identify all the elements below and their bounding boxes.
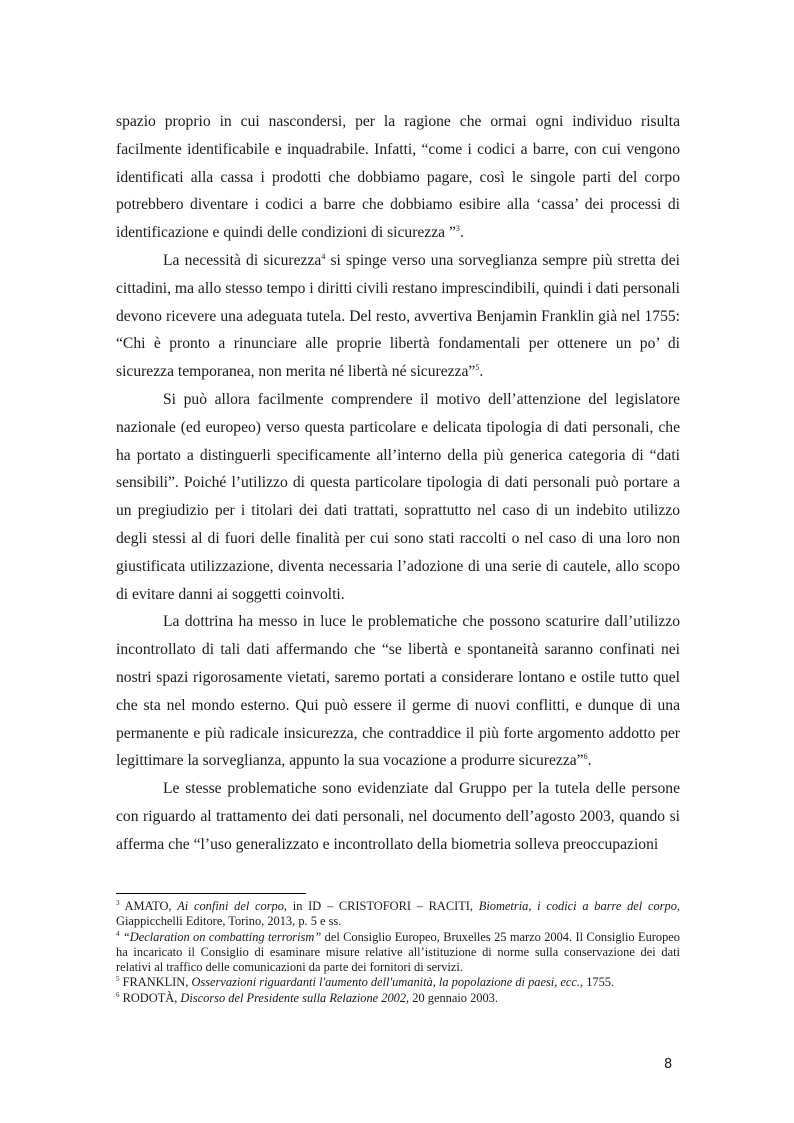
paragraph-2 [116, 247, 680, 386]
footnote-number: 5 [116, 975, 120, 984]
body-text [116, 108, 680, 859]
paragraph-3: Si può allora facilmente comprendere il motivo dell’attenzione del legislatore nazionale (ed europeo) verso questa particolare e delicata tipologia di dati personali, che ha portato a distinguerli specificamente all’interno della più generica categoria di “dati sensibili”. Poiché l’utilizzo di questa particolare tipologia di dati personali può portare a un pregiudizio per i titolari dei dati trattati, soprattutto nel caso di un indebito utilizzo degli stessi al di fuori delle finalità per cui sono stati raccolti o nel caso di una loro non giustificata utilizzazione, diventa necessaria l’adozione di una serie di cautele, allo scopo di evitare danni ai soggetti coinvolti. [116, 390, 680, 603]
paragraph-2-middle: si spinge verso una sorveglianza sempre più stretta dei cittadini, ma allo stesso tempo i diritti civili restano imprescindibili, quindi i dati personali devono ricevere una adeguata tutela. Del resto, avvertiva Benjamin Franklin già nel 1755: “Chi è pronto a rinunciare alle proprie libertà fondamentali per ottenere un po’ di sicurezza temporanea, non merita né libertà né sicurezza” [116, 251, 680, 381]
footnote-text: FRANKLIN, [119, 975, 192, 990]
paragraph-1-end: . [459, 224, 464, 242]
paragraph-5: Le stesse problematiche sono evidenziate dal Gruppo per la tutela delle persone con riguardo al trattamento dei dati personali, nel documento dell’agosto 2003, quando si afferma che “l’uso generalizzato e incontrollato della biometria solleva preoccupazioni [116, 780, 680, 853]
footnote-text: 20 gennaio 2003. [409, 990, 498, 1005]
footnote-text: RODOTÀ, [119, 990, 181, 1005]
paragraph-4-end: . [587, 752, 592, 770]
footnote-title: Discorso del Presidente sulla Relazione 2002, [180, 990, 410, 1005]
paragraph-1 [116, 108, 680, 247]
footnote-text: AMATO, [119, 899, 178, 913]
footnote-number: 6 [116, 990, 120, 999]
footnote-title: Biometria, i codici a barre del corpo, [478, 899, 680, 913]
footnote-ref-5[interactable]: 5 [475, 362, 480, 372]
footnote-title: “Declaration on combatting terrorism” [122, 929, 322, 944]
paragraph-2-start: La necessità di sicurezza [163, 251, 322, 269]
footnote-ref-3[interactable]: 3 [455, 224, 460, 233]
footnote-5 [116, 975, 680, 990]
paragraph-4-text: La dottrina ha messo in luce le problematiche che possono scaturire dall’utilizzo incontrollato di tali dati affermando che “se libertà e spontaneità saranno confinati nei nostri spazi rigorosamente vietati, saremo portati a considerare lontano e ostile tutto quel che sta nel mondo esterno. Qui può essere il germe di nuovi conflitti, e dunque di una permanente e più radicale insicurezza, che contraddice il più forte argomento addotto per legittimare la sorveglianza, appunto la sua vocazione a produrre sicurezza” [116, 613, 680, 770]
page-number: 8 [664, 1057, 673, 1072]
footnote-text: Giappicchelli Editore, Torino, 2013, p. 5 e ss. [116, 914, 342, 929]
footnote-text: del Consiglio Europeo, Bruxelles 25 marzo 2004. Il Consiglio Europeo ha incaricato il Consiglio di esaminare misure relative all’istituzione di norme sulla conservazione dei dati relativi al traffico delle comunicazioni da parte dei fornitori di servizi. [116, 929, 680, 975]
footnote-3 [116, 899, 680, 930]
footnote-number: 4 [116, 929, 120, 938]
footnote-title: Ai confini del corpo, [177, 899, 288, 913]
footnote-title: Osservazioni riguardanti l'aumento dell'umanità, la popolazione di paesi, ecc. [191, 975, 581, 990]
footnote-ref-6[interactable]: 6 [583, 752, 588, 762]
paragraph-4 [116, 608, 680, 775]
footnote-number: 3 [116, 898, 120, 907]
footnote-ref-4[interactable]: 4 [321, 251, 326, 261]
footnote-4 [116, 930, 680, 976]
paragraph-1-text: spazio proprio in cui nascondersi, per la ragione che ormai ogni individuo risulta facilmente identificabile e inquadrabile. Infatti, “come i codici a barre, con cui vengono identificati alla cassa i prodotti che dobbiamo pagare, così le singole parti del corpo potrebbero diventare i codici a barre che dobbiamo esibire alla ‘cassa’ dei processi di identificazione e quindi delle condizioni di sicurezza ” [116, 113, 680, 242]
footnote-separator [116, 893, 306, 894]
footnote-6 [116, 991, 680, 1006]
footnotes [116, 899, 680, 1006]
footnote-text: in ID – CRISTOFORI – RACITI, [287, 899, 479, 913]
footnote-text: , 1755. [580, 975, 615, 990]
paragraph-2-end: . [479, 363, 484, 381]
